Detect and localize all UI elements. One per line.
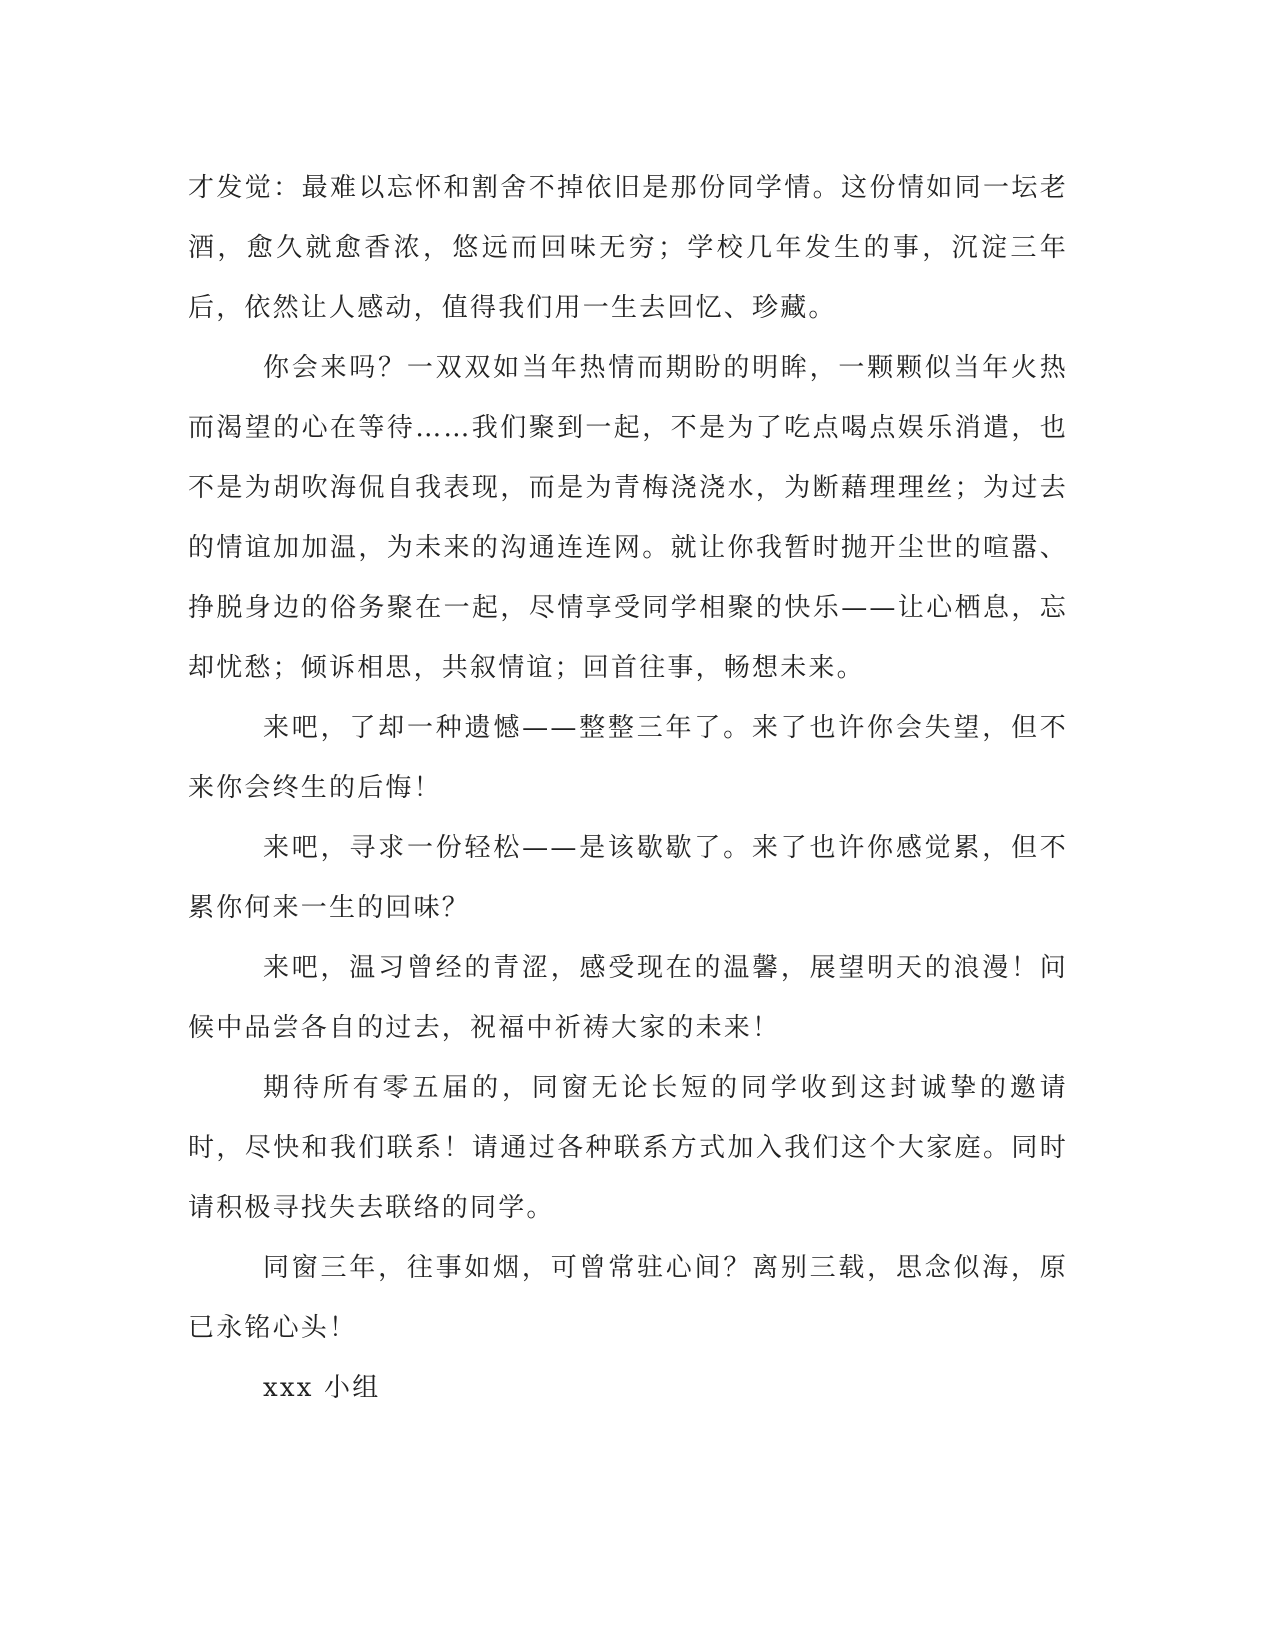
paragraph-memories: 来吧，温习曾经的青涩，感受现在的温馨，展望明天的浪漫！问候中品尝各自的过去，祝福中祈祷大家的未来！ bbox=[188, 953, 1068, 1043]
paragraph-invitation: 期待所有零五届的，同窗无论长短的同学收到这封诚挚的邀请时，尽快和我们联系！请通过各种联系方式加入我们这个大家庭。同时请积极寻找失去联络的同学。 bbox=[188, 1073, 1068, 1223]
letter-body bbox=[188, 158, 1068, 1418]
paragraph-regret: 来吧，了却一种遗憾——整整三年了。来了也许你会失望，但不来你会终生的后悔！ bbox=[188, 713, 1068, 803]
signature: xxx 小组 bbox=[263, 1373, 381, 1403]
paragraph-continuation: 才发觉：最难以忘怀和割舍不掉依旧是那份同学情。这份情如同一坛老酒，愈久就愈香浓，悠远而回味无穷；学校几年发生的事，沉淀三年后，依然让人感动，值得我们用一生去回忆、珍藏。 bbox=[188, 173, 1068, 323]
paragraph-relax: 来吧，寻求一份轻松——是该歇歇了。来了也许你感觉累，但不累你何来一生的回味？ bbox=[188, 833, 1068, 923]
paragraph-closing: 同窗三年，往事如烟，可曾常驻心间？离别三载，思念似海，原已永铭心头！ bbox=[188, 1253, 1068, 1343]
paragraph-will-you-come: 你会来吗？一双双如当年热情而期盼的明眸，一颗颗似当年火热而渴望的心在等待……我们聚到一起，不是为了吃点喝点娱乐消遣，也不是为胡吹海侃自我表现，而是为青梅浇浇水，为断藉理理丝；为过去的情谊加加温，为未来的沟通连连网。就让你我暂时抛开尘世的喧嚣、挣脱身边的俗务聚在一起，尽情享受同学相聚的快乐——让心栖息，忘却忧愁；倾诉相思，共叙情谊；回首往事，畅想未来。 bbox=[188, 353, 1068, 683]
